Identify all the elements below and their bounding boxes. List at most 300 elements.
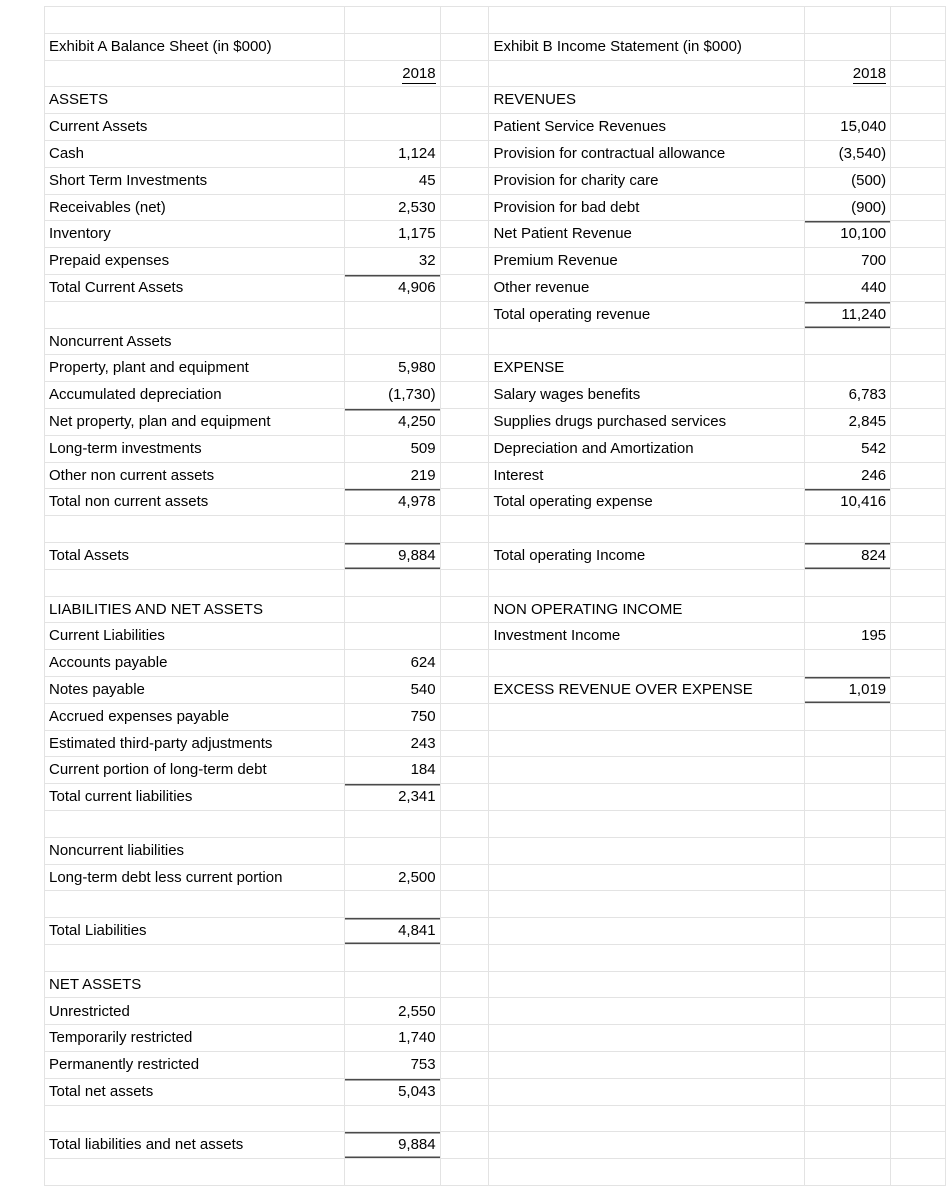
balance-sheet-line-label[interactable] (45, 864, 345, 891)
cell-blank[interactable] (45, 944, 345, 971)
income-statement-line-value[interactable]: 1,019 (805, 676, 891, 703)
cell-blank[interactable] (891, 542, 946, 569)
cell-blank[interactable] (440, 944, 489, 971)
balance-sheet-line-label[interactable] (45, 114, 345, 141)
income-statement-line-label[interactable] (489, 274, 805, 301)
cell-blank[interactable] (344, 114, 440, 141)
cell-blank[interactable] (440, 891, 489, 918)
cell-blank[interactable] (891, 757, 946, 784)
label-text: Other revenue (493, 279, 590, 296)
cell-blank[interactable] (891, 998, 946, 1025)
cell-blank[interactable] (344, 33, 440, 60)
balance-sheet-line-value[interactable]: 1,740 (344, 1025, 440, 1052)
income-statement-line-value[interactable]: (900) (805, 194, 891, 221)
cell-blank[interactable] (891, 33, 946, 60)
cell-blank[interactable] (489, 891, 805, 918)
cell-blank[interactable] (45, 810, 345, 837)
cell-blank[interactable] (45, 301, 345, 328)
balance-sheet-line-value[interactable]: 1,124 (344, 140, 440, 167)
cell-blank[interactable] (344, 623, 440, 650)
label-text: Unrestricted (49, 1003, 130, 1020)
cell-blank[interactable] (344, 596, 440, 623)
cell-blank[interactable] (344, 569, 440, 596)
balance-sheet-line-label[interactable] (45, 650, 345, 677)
cell-blank[interactable] (440, 703, 489, 730)
balance-sheet-line-label[interactable] (45, 221, 345, 248)
cell-blank[interactable] (805, 569, 891, 596)
cell-blank[interactable] (440, 569, 489, 596)
balance-sheet-line-label[interactable] (45, 784, 345, 811)
cell-blank[interactable] (489, 569, 805, 596)
balance-sheet-line-label[interactable] (45, 918, 345, 945)
cell-blank[interactable] (45, 569, 345, 596)
exhibit-a-title: Exhibit A Balance Sheet (in $000) (45, 33, 345, 60)
income-statement-line-value[interactable]: 11,240 (805, 301, 891, 328)
label-text: Salary wages benefits (493, 387, 641, 403)
cell-blank[interactable] (805, 1132, 891, 1159)
cell-blank[interactable] (440, 971, 489, 998)
cell-blank[interactable] (805, 998, 891, 1025)
label-text: EXCESS REVENUE OVER EXPENSE (493, 681, 753, 698)
cell-blank[interactable] (891, 462, 946, 489)
cell-blank[interactable] (440, 864, 489, 891)
cell-blank[interactable] (489, 1078, 805, 1105)
cell-blank[interactable] (891, 221, 946, 248)
cell-blank[interactable] (440, 1052, 489, 1079)
cell-blank[interactable] (891, 944, 946, 971)
label-text: Provision for charity care (493, 172, 659, 189)
cell-blank[interactable] (440, 408, 489, 435)
cell-blank[interactable] (344, 837, 440, 864)
cell-blank[interactable] (440, 918, 489, 945)
cell-blank[interactable] (440, 596, 489, 623)
cell-blank[interactable] (891, 489, 946, 516)
income-statement-line-label[interactable] (489, 194, 805, 221)
income-statement-line-label[interactable] (489, 248, 805, 275)
cell-blank[interactable] (891, 140, 946, 167)
balance-sheet-line-value[interactable]: 9,884 (344, 542, 440, 569)
cell-blank[interactable] (489, 516, 805, 543)
balance-sheet-line-label[interactable] (45, 757, 345, 784)
table-row (45, 998, 946, 1025)
balance-sheet-line-label[interactable] (45, 328, 345, 355)
cell-blank[interactable] (440, 1078, 489, 1105)
cell-blank[interactable] (805, 971, 891, 998)
balance-sheet-line-label[interactable] (45, 87, 345, 114)
balance-sheet-line-label[interactable] (45, 248, 345, 275)
cell-blank[interactable] (344, 944, 440, 971)
cell-blank[interactable] (891, 274, 946, 301)
cell-blank[interactable] (440, 167, 489, 194)
label-text: LIABILITIES AND NET ASSETS (49, 601, 263, 618)
income-statement-line-label[interactable] (489, 301, 805, 328)
cell-blank[interactable] (891, 596, 946, 623)
cell-blank[interactable] (440, 301, 489, 328)
label-text: Patient Service Revenues (493, 119, 667, 135)
cell-blank[interactable] (440, 274, 489, 301)
cell-blank[interactable] (489, 810, 805, 837)
balance-sheet-line-label[interactable] (45, 1132, 345, 1159)
cell-blank[interactable] (891, 167, 946, 194)
label-text: Provision for contractual allowance (493, 146, 726, 162)
cell-blank[interactable] (440, 998, 489, 1025)
label-text: Cash (49, 146, 85, 162)
balance-sheet-line-value[interactable]: 4,841 (344, 918, 440, 945)
table-row (45, 328, 946, 355)
cell-blank[interactable] (344, 971, 440, 998)
year-header-income-statement: 2018 (805, 60, 891, 87)
balance-sheet-line-label[interactable] (45, 837, 345, 864)
table-row (45, 891, 946, 918)
balance-sheet-line-value[interactable]: 753 (344, 1052, 440, 1079)
income-statement-line-label[interactable] (489, 462, 805, 489)
balance-sheet-line-value[interactable]: 2,500 (344, 864, 440, 891)
cell-blank[interactable] (805, 784, 891, 811)
label-text: REVENUES (493, 92, 576, 109)
cell-blank[interactable] (489, 784, 805, 811)
table-row (45, 944, 946, 971)
balance-sheet-line-label[interactable] (45, 462, 345, 489)
table-row (45, 462, 946, 489)
cell-blank[interactable] (805, 650, 891, 677)
cell-blank[interactable] (891, 114, 946, 141)
cell-blank[interactable] (891, 810, 946, 837)
cell-blank[interactable] (489, 1159, 805, 1186)
income-statement-line-label[interactable] (489, 596, 805, 623)
cell-blank[interactable] (45, 7, 345, 34)
cell-blank[interactable] (891, 87, 946, 114)
cell-blank[interactable] (440, 435, 489, 462)
balance-sheet-line-value[interactable]: 2,550 (344, 998, 440, 1025)
cell-blank[interactable] (891, 60, 946, 87)
income-statement-line-value[interactable]: 700 (805, 248, 891, 275)
cell-blank[interactable] (489, 703, 805, 730)
balance-sheet-line-label[interactable] (45, 596, 345, 623)
income-statement-line-label[interactable] (489, 114, 805, 141)
cell-blank[interactable] (805, 355, 891, 382)
cell-blank[interactable] (891, 194, 946, 221)
income-statement-line-value[interactable]: 824 (805, 542, 891, 569)
cell-blank[interactable] (891, 837, 946, 864)
balance-sheet-line-value[interactable]: 4,250 (344, 408, 440, 435)
balance-sheet-line-label[interactable] (45, 623, 345, 650)
cell-blank[interactable] (805, 328, 891, 355)
cell-blank[interactable] (805, 864, 891, 891)
label-text: Total liabilities and net assets (49, 1137, 244, 1154)
income-statement-line-label[interactable] (489, 489, 805, 516)
label-text: Net property, plan and equipment (49, 413, 271, 430)
cell-blank[interactable] (440, 1025, 489, 1052)
balance-sheet-line-value[interactable]: 1,175 (344, 221, 440, 248)
cell-blank[interactable] (489, 971, 805, 998)
cell-blank[interactable] (805, 757, 891, 784)
cell-blank[interactable] (440, 489, 489, 516)
cell-blank[interactable] (805, 944, 891, 971)
cell-blank[interactable] (344, 891, 440, 918)
income-statement-line-label[interactable] (489, 140, 805, 167)
cell-blank[interactable] (489, 650, 805, 677)
balance-sheet-line-label[interactable] (45, 542, 345, 569)
cell-blank[interactable] (891, 1078, 946, 1105)
cell-blank[interactable] (440, 650, 489, 677)
cell-blank[interactable] (891, 730, 946, 757)
label-text: Temporarily restricted (49, 1030, 193, 1047)
cell-blank[interactable] (805, 837, 891, 864)
cell-blank[interactable] (489, 1132, 805, 1159)
income-statement-line-value[interactable]: (500) (805, 167, 891, 194)
cell-blank[interactable] (891, 382, 946, 409)
cell-blank[interactable] (805, 596, 891, 623)
cell-blank[interactable] (344, 87, 440, 114)
cell-blank[interactable] (489, 757, 805, 784)
cell-blank[interactable] (489, 328, 805, 355)
balance-sheet-line-label[interactable] (45, 730, 345, 757)
income-statement-line-label[interactable] (489, 435, 805, 462)
balance-sheet-line-value[interactable]: 509 (344, 435, 440, 462)
table-row (45, 1078, 946, 1105)
cell-blank[interactable] (891, 435, 946, 462)
cell-blank[interactable] (891, 1159, 946, 1186)
table-row (45, 194, 946, 221)
label-text: Total non current assets (49, 494, 209, 511)
table-row (45, 221, 946, 248)
cell-blank[interactable] (440, 114, 489, 141)
balance-sheet-line-value[interactable]: 624 (344, 650, 440, 677)
income-statement-line-value[interactable]: 440 (805, 274, 891, 301)
income-statement-line-value[interactable]: (3,540) (805, 140, 891, 167)
cell-blank[interactable] (440, 7, 489, 34)
balance-sheet-line-label[interactable] (45, 703, 345, 730)
cell-blank[interactable] (805, 730, 891, 757)
cell-blank[interactable] (891, 784, 946, 811)
balance-sheet-line-label[interactable] (45, 1025, 345, 1052)
income-statement-line-value[interactable]: 2,845 (805, 408, 891, 435)
balance-sheet-line-label[interactable] (45, 676, 345, 703)
income-statement-line-value[interactable]: 10,100 (805, 221, 891, 248)
cell-blank[interactable] (440, 810, 489, 837)
cell-blank[interactable] (891, 1052, 946, 1079)
balance-sheet-line-value[interactable]: 9,884 (344, 1132, 440, 1159)
cell-blank[interactable] (489, 7, 805, 34)
cell-blank[interactable] (489, 730, 805, 757)
balance-sheet-line-value[interactable]: 5,043 (344, 1078, 440, 1105)
balance-sheet-line-value[interactable]: 750 (344, 703, 440, 730)
cell-blank[interactable] (489, 944, 805, 971)
cell-blank[interactable] (344, 7, 440, 34)
cell-blank[interactable] (805, 33, 891, 60)
balance-sheet-line-value[interactable]: (1,730) (344, 382, 440, 409)
cell-blank[interactable] (891, 891, 946, 918)
cell-blank[interactable] (440, 60, 489, 87)
cell-blank[interactable] (440, 87, 489, 114)
cell-blank[interactable] (891, 623, 946, 650)
label-text: Current Assets (49, 119, 148, 135)
cell-blank[interactable] (805, 918, 891, 945)
cell-blank[interactable] (440, 194, 489, 221)
label-text: Receivables (net) (49, 199, 166, 216)
income-statement-line-label[interactable] (489, 221, 805, 248)
cell-blank[interactable] (891, 408, 946, 435)
income-statement-line-label[interactable] (489, 167, 805, 194)
cell-blank[interactable] (489, 1025, 805, 1052)
cell-blank[interactable] (891, 516, 946, 543)
balance-sheet-line-value[interactable]: 4,978 (344, 489, 440, 516)
cell-blank[interactable] (891, 918, 946, 945)
balance-sheet-line-label[interactable] (45, 1052, 345, 1079)
cell-blank[interactable] (805, 810, 891, 837)
balance-sheet-line-label[interactable] (45, 408, 345, 435)
cell-blank[interactable] (440, 1159, 489, 1186)
balance-sheet-line-label[interactable] (45, 140, 345, 167)
table-row (45, 918, 946, 945)
cell-blank[interactable] (45, 891, 345, 918)
cell-blank[interactable] (805, 516, 891, 543)
balance-sheet-line-label[interactable] (45, 167, 345, 194)
cell-blank[interactable] (344, 1159, 440, 1186)
cell-blank[interactable] (805, 1078, 891, 1105)
cell-blank[interactable] (344, 810, 440, 837)
cell-blank[interactable] (440, 757, 489, 784)
label-text: Estimated third-party adjustments (49, 735, 273, 752)
balance-sheet-line-value[interactable]: 540 (344, 676, 440, 703)
table-row-titles (45, 33, 946, 60)
balance-sheet-line-value[interactable]: 5,980 (344, 355, 440, 382)
balance-sheet-line-label[interactable] (45, 971, 345, 998)
income-statement-line-label[interactable] (489, 87, 805, 114)
balance-sheet-line-value[interactable]: 2,530 (344, 194, 440, 221)
cell-blank[interactable] (440, 623, 489, 650)
cell-blank[interactable] (891, 676, 946, 703)
label-text: Accumulated depreciation (49, 387, 222, 403)
income-statement-line-value[interactable]: 10,416 (805, 489, 891, 516)
cell-blank[interactable] (344, 301, 440, 328)
label-text: Noncurrent liabilities (49, 842, 185, 859)
label-text: Premium Revenue (493, 253, 618, 269)
cell-blank[interactable] (489, 837, 805, 864)
cell-blank[interactable] (489, 1052, 805, 1079)
table-row (45, 676, 946, 703)
cell-blank[interactable] (440, 248, 489, 275)
cell-blank[interactable] (45, 1159, 345, 1186)
table-row (45, 489, 946, 516)
cell-blank[interactable] (440, 516, 489, 543)
cell-blank[interactable] (891, 1132, 946, 1159)
income-statement-line-value[interactable]: 6,783 (805, 382, 891, 409)
cell-blank[interactable] (489, 918, 805, 945)
cell-blank[interactable] (805, 1159, 891, 1186)
income-statement-line-label[interactable] (489, 408, 805, 435)
cell-blank[interactable] (45, 516, 345, 543)
cell-blank[interactable] (489, 998, 805, 1025)
cell-blank[interactable] (440, 382, 489, 409)
cell-blank[interactable] (805, 7, 891, 34)
cell-blank[interactable] (344, 516, 440, 543)
income-statement-line-label[interactable] (489, 355, 805, 382)
balance-sheet-line-label[interactable] (45, 998, 345, 1025)
label-text: Prepaid expenses (49, 253, 170, 269)
income-statement-line-label[interactable] (489, 623, 805, 650)
cell-blank[interactable] (440, 837, 489, 864)
cell-blank[interactable] (440, 784, 489, 811)
cell-blank[interactable] (489, 60, 805, 87)
cell-blank[interactable] (440, 33, 489, 60)
exhibit-b-title: Exhibit B Income Statement (in $000) (489, 33, 805, 60)
balance-sheet-line-value[interactable]: 184 (344, 757, 440, 784)
cell-blank[interactable] (440, 328, 489, 355)
table-row (45, 7, 946, 34)
cell-blank[interactable] (440, 676, 489, 703)
balance-sheet-line-label[interactable] (45, 435, 345, 462)
table-row (45, 623, 946, 650)
table-row (45, 971, 946, 998)
balance-sheet-line-label[interactable] (45, 355, 345, 382)
cell-blank[interactable] (805, 891, 891, 918)
cell-blank[interactable] (45, 60, 345, 87)
balance-sheet-line-value[interactable]: 32 (344, 248, 440, 275)
balance-sheet-line-value[interactable]: 4,906 (344, 274, 440, 301)
balance-sheet-line-label[interactable] (45, 274, 345, 301)
income-statement-line-label[interactable] (489, 382, 805, 409)
cell-blank[interactable] (891, 569, 946, 596)
table-row (45, 140, 946, 167)
cell-blank[interactable] (440, 462, 489, 489)
cell-blank[interactable] (891, 1025, 946, 1052)
income-statement-line-value[interactable]: 542 (805, 435, 891, 462)
cell-blank[interactable] (891, 248, 946, 275)
balance-sheet-line-value[interactable]: 243 (344, 730, 440, 757)
income-statement-line-value[interactable]: 246 (805, 462, 891, 489)
income-statement-line-label[interactable] (489, 542, 805, 569)
balance-sheet-line-value[interactable]: 45 (344, 167, 440, 194)
cell-blank[interactable] (805, 87, 891, 114)
cell-blank[interactable] (891, 971, 946, 998)
balance-sheet-line-label[interactable] (45, 1078, 345, 1105)
income-statement-line-value[interactable]: 195 (805, 623, 891, 650)
cell-blank[interactable] (891, 7, 946, 34)
table-row (45, 1052, 946, 1079)
cell-blank[interactable] (440, 355, 489, 382)
cell-blank[interactable] (891, 650, 946, 677)
label-text: EXPENSE (493, 360, 565, 377)
cell-blank[interactable] (344, 328, 440, 355)
cell-blank[interactable] (489, 864, 805, 891)
cell-blank[interactable] (805, 1025, 891, 1052)
cell-blank[interactable] (805, 1052, 891, 1079)
balance-sheet-line-value[interactable]: 219 (344, 462, 440, 489)
cell-blank[interactable] (805, 703, 891, 730)
balance-sheet-line-label[interactable] (45, 194, 345, 221)
cell-blank[interactable] (891, 355, 946, 382)
balance-sheet-line-label[interactable] (45, 382, 345, 409)
label-text: Long-term investments (49, 440, 202, 457)
cell-blank[interactable] (440, 730, 489, 757)
income-statement-line-value[interactable]: 15,040 (805, 114, 891, 141)
table-row (45, 837, 946, 864)
income-statement-line-label[interactable] (489, 676, 805, 703)
cell-blank[interactable] (440, 140, 489, 167)
cell-blank[interactable] (440, 221, 489, 248)
table-row (45, 382, 946, 409)
cell-blank[interactable] (891, 301, 946, 328)
label-text: ASSETS (49, 92, 109, 109)
cell-blank[interactable] (440, 1132, 489, 1159)
cell-blank[interactable] (440, 542, 489, 569)
cell-blank[interactable] (891, 328, 946, 355)
cell-blank[interactable] (891, 864, 946, 891)
balance-sheet-line-label[interactable] (45, 489, 345, 516)
cell-blank[interactable] (891, 703, 946, 730)
balance-sheet-line-value[interactable]: 2,341 (344, 784, 440, 811)
